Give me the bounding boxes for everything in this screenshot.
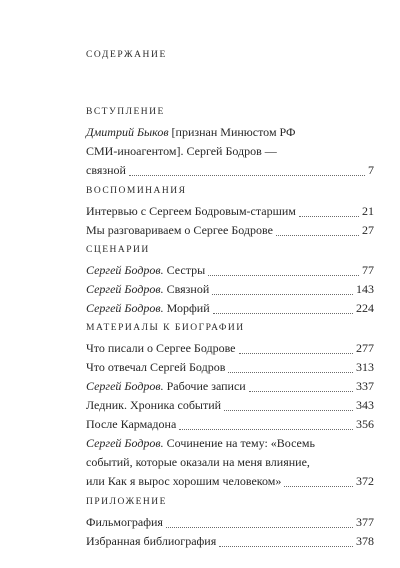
toc-entry[interactable]	[86, 123, 374, 180]
section-introduction	[86, 106, 374, 180]
toc-entry-text: Избранная библиография	[86, 534, 217, 548]
toc-page-number: 378	[356, 534, 374, 548]
toc-entry-line	[86, 123, 374, 142]
toc-entry-text: Сочинение на тему: «Восемь	[166, 436, 315, 450]
section-title: ВСТУПЛЕНИЕ	[86, 107, 165, 117]
dot-leader	[239, 352, 353, 354]
section-memories	[86, 185, 374, 240]
toc-entry-text: Рабочие записи	[166, 379, 246, 393]
toc-entry-line: событий, которые оказали на меня влияние,	[86, 455, 310, 469]
contents-title: СОДЕРЖАНИЕ	[86, 50, 167, 60]
toc-page-number: 356	[356, 417, 374, 431]
dot-leader	[129, 174, 365, 176]
toc-entry-text: После Кармадона	[86, 417, 177, 431]
toc-entry-author: Сергей Бодров.	[86, 282, 164, 296]
toc-page-number: 343	[356, 398, 374, 412]
toc-entry-text: Связной	[166, 282, 210, 296]
toc-page-number: 7	[368, 163, 374, 177]
toc-entry-text: связной	[86, 163, 126, 177]
toc-entry-text: Морфий	[166, 301, 210, 315]
toc-entry-text: Ледник. Хроника событий	[86, 398, 222, 412]
toc-entry-label	[86, 299, 210, 318]
toc-page-number: 77	[362, 263, 374, 277]
toc-entry[interactable]	[86, 299, 374, 318]
section-biography-materials	[86, 322, 374, 491]
dot-leader	[213, 312, 353, 314]
toc-entry[interactable]	[86, 280, 374, 299]
toc-entry-line	[86, 434, 374, 453]
dot-leader	[208, 274, 359, 276]
toc-entry[interactable]	[86, 377, 374, 396]
toc-entry-label	[86, 377, 246, 396]
dot-leader	[179, 428, 353, 430]
toc-entry-author: Сергей Бодров.	[86, 379, 164, 393]
toc-page-number: 277	[356, 341, 374, 355]
toc-entry[interactable]	[86, 532, 374, 551]
toc-entry-text: Мы разговариваем о Сергее Бодрове	[86, 223, 273, 237]
toc-page-number: 372	[356, 474, 374, 488]
section-title: МАТЕРИАЛЫ К БИОГРАФИИ	[86, 323, 245, 333]
toc-entry-text: Сестры	[166, 263, 206, 277]
toc-entry-text: Интервью с Сергеем Бодровым-старшим	[86, 204, 296, 218]
dot-leader	[249, 390, 353, 392]
toc-entry-text: [признан Минюстом РФ	[171, 125, 296, 139]
toc-entry[interactable]	[86, 221, 374, 240]
toc-entry-line: СМИ-иноагентом]. Сергей Бодров —	[86, 144, 277, 158]
toc-page-number: 21	[362, 204, 374, 218]
toc-entry-author: Дмитрий Быков	[86, 125, 169, 139]
toc-entry-label	[86, 261, 205, 280]
toc-entry[interactable]	[86, 434, 374, 491]
dot-leader	[224, 409, 353, 411]
toc-entry-last-line	[86, 472, 374, 491]
toc-entry[interactable]	[86, 202, 374, 221]
section-title: ВОСПОМИНАНИЯ	[86, 186, 187, 196]
toc-entry[interactable]	[86, 339, 374, 358]
toc-page-number: 313	[356, 360, 374, 374]
toc-entry-text: Фильмография	[86, 515, 163, 529]
toc-page-number: 224	[356, 301, 374, 315]
dot-leader	[219, 545, 353, 547]
dot-leader	[228, 371, 353, 373]
dot-leader	[284, 485, 353, 487]
toc-entry[interactable]	[86, 358, 374, 377]
toc-page-number: 143	[356, 282, 374, 296]
toc-entry[interactable]	[86, 396, 374, 415]
toc-entry[interactable]	[86, 261, 374, 280]
section-title: ПРИЛОЖЕНИЕ	[86, 497, 167, 507]
toc-entry-last-line	[86, 161, 374, 180]
section-appendix	[86, 496, 374, 551]
dot-leader	[276, 234, 359, 236]
toc-entry-author: Сергей Бодров.	[86, 263, 164, 277]
toc-entry[interactable]	[86, 513, 374, 532]
toc-entry-author: Сергей Бодров.	[86, 436, 164, 450]
toc-entry-text: Что писали о Сергее Бодрове	[86, 341, 236, 355]
toc-entry-label	[86, 280, 209, 299]
toc-page-number: 377	[356, 515, 374, 529]
toc-entry[interactable]	[86, 415, 374, 434]
toc-page-number: 337	[356, 379, 374, 393]
toc-entry-author: Сергей Бодров.	[86, 301, 164, 315]
dot-leader	[166, 526, 353, 528]
toc-entry-text: Что отвечал Сергей Бодров	[86, 360, 226, 374]
dot-leader	[299, 215, 359, 217]
toc-page-number: 27	[362, 223, 374, 237]
dot-leader	[212, 293, 353, 295]
toc-entry-text: или Как я вырос хорошим человеком»	[86, 474, 282, 488]
section-screenplays	[86, 244, 374, 318]
section-title: СЦЕНАРИИ	[86, 245, 150, 255]
